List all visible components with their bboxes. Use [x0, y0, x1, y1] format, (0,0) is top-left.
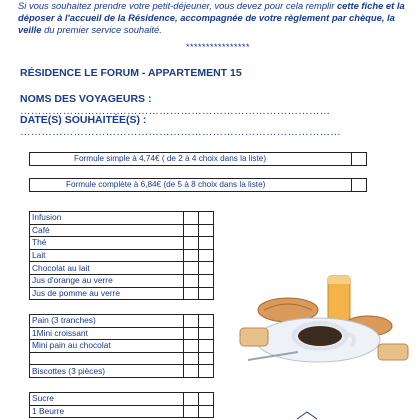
item-checkbox[interactable] — [184, 237, 199, 250]
dates-label: DATE(S) SOUHAITÉE(S) : — [20, 114, 147, 126]
table-row — [30, 274, 214, 287]
stars-separator: **************** — [186, 42, 251, 52]
table-row — [30, 224, 214, 237]
item-label: Sucre — [30, 393, 184, 406]
item-checkbox[interactable] — [199, 237, 214, 250]
intro-text-1: Si vous souhaitez prendre votre petit-déjeuner, vous devez pour cela remplir — [18, 0, 337, 11]
table-row — [30, 365, 214, 378]
formula-simple-label — [74, 153, 266, 165]
drinks-table — [29, 211, 214, 300]
item-checkbox[interactable] — [199, 393, 214, 406]
item-checkbox[interactable] — [184, 224, 199, 237]
table-row — [30, 352, 214, 365]
item-checkbox[interactable] — [199, 249, 214, 262]
item-checkbox[interactable] — [199, 405, 214, 418]
item-checkbox[interactable] — [199, 327, 214, 340]
table-row — [30, 327, 214, 340]
item-label: Pain (3 tranches) — [30, 315, 184, 328]
formula-simple-price: Formule simple à 4,74€ — [74, 154, 160, 163]
item-checkbox[interactable] — [184, 352, 199, 365]
table-row — [30, 340, 214, 353]
table-row — [30, 393, 214, 406]
item-checkbox[interactable] — [199, 340, 214, 353]
item-label: Jus d'orange au verre — [30, 274, 184, 287]
table-row — [30, 237, 214, 250]
item-label: Mini pain au chocolat — [30, 340, 184, 353]
item-checkbox[interactable] — [199, 224, 214, 237]
item-checkbox[interactable] — [184, 315, 199, 328]
formula-simple-row — [29, 152, 367, 166]
item-checkbox[interactable] — [199, 262, 214, 275]
formula-complete-checkbox[interactable] — [351, 179, 366, 191]
table-row — [30, 405, 214, 418]
item-label: Biscottes (3 pièces) — [30, 365, 184, 378]
table-row — [30, 315, 214, 328]
item-checkbox[interactable] — [199, 212, 214, 225]
item-checkbox[interactable] — [184, 249, 199, 262]
extras-table — [29, 392, 214, 418]
intro-text-2: du premier service souhaité. — [41, 24, 162, 35]
item-checkbox[interactable] — [184, 212, 199, 225]
item-checkbox[interactable] — [184, 365, 199, 378]
bakery-table — [29, 314, 214, 378]
item-label: Infusion — [30, 212, 184, 225]
formula-complete-price: Formule complète à 6,84€ — [66, 180, 162, 189]
formula-complete-row — [29, 178, 367, 192]
item-checkbox[interactable] — [199, 365, 214, 378]
logo-mark-icon — [296, 410, 318, 420]
item-checkbox[interactable] — [199, 287, 214, 300]
item-checkbox[interactable] — [199, 274, 214, 287]
formula-simple-detail: ( de 2 à 4 choix dans la liste) — [159, 154, 267, 163]
item-checkbox[interactable] — [199, 315, 214, 328]
table-row — [30, 212, 214, 225]
formula-complete-detail: (de 5 à 8 choix dans la liste) — [161, 180, 266, 189]
travelers-label: NOMS DES VOYAGEURS : — [20, 93, 152, 105]
dates-line — [20, 114, 420, 138]
travelers-field[interactable]: …………………………………………………………………………… — [20, 105, 331, 117]
item-checkbox[interactable] — [184, 274, 199, 287]
item-label: Thé — [30, 237, 184, 250]
dates-field[interactable]: ……………………………………………………………………………… — [20, 126, 341, 138]
intro-paragraph — [18, 0, 414, 36]
item-checkbox[interactable] — [184, 262, 199, 275]
intro-text-bold: cette fiche et la déposer à l'accueil de la Résidence, accompagnée de votre règlement par chèque, la veille — [18, 0, 405, 35]
table-row — [30, 262, 214, 275]
formula-simple-checkbox[interactable] — [351, 153, 366, 165]
item-label: 1Mini croissant — [30, 327, 184, 340]
residence-title: RÉSIDENCE LE FORUM - APPARTEMENT 15 — [20, 67, 242, 79]
item-checkbox[interactable] — [184, 405, 199, 418]
item-label: 1 Beurre — [30, 405, 184, 418]
item-label: Lait — [30, 249, 184, 262]
item-checkbox[interactable] — [184, 393, 199, 406]
item-label — [30, 352, 184, 365]
item-checkbox[interactable] — [199, 352, 214, 365]
table-row — [30, 249, 214, 262]
item-checkbox[interactable] — [184, 340, 199, 353]
item-label: Chocolat au lait — [30, 262, 184, 275]
breakfast-illustration — [228, 268, 418, 388]
formula-complete-label — [66, 179, 265, 191]
item-checkbox[interactable] — [184, 287, 199, 300]
item-checkbox[interactable] — [184, 327, 199, 340]
item-label: Jus de pomme au verre — [30, 287, 184, 300]
table-row — [30, 287, 214, 300]
item-label: Café — [30, 224, 184, 237]
